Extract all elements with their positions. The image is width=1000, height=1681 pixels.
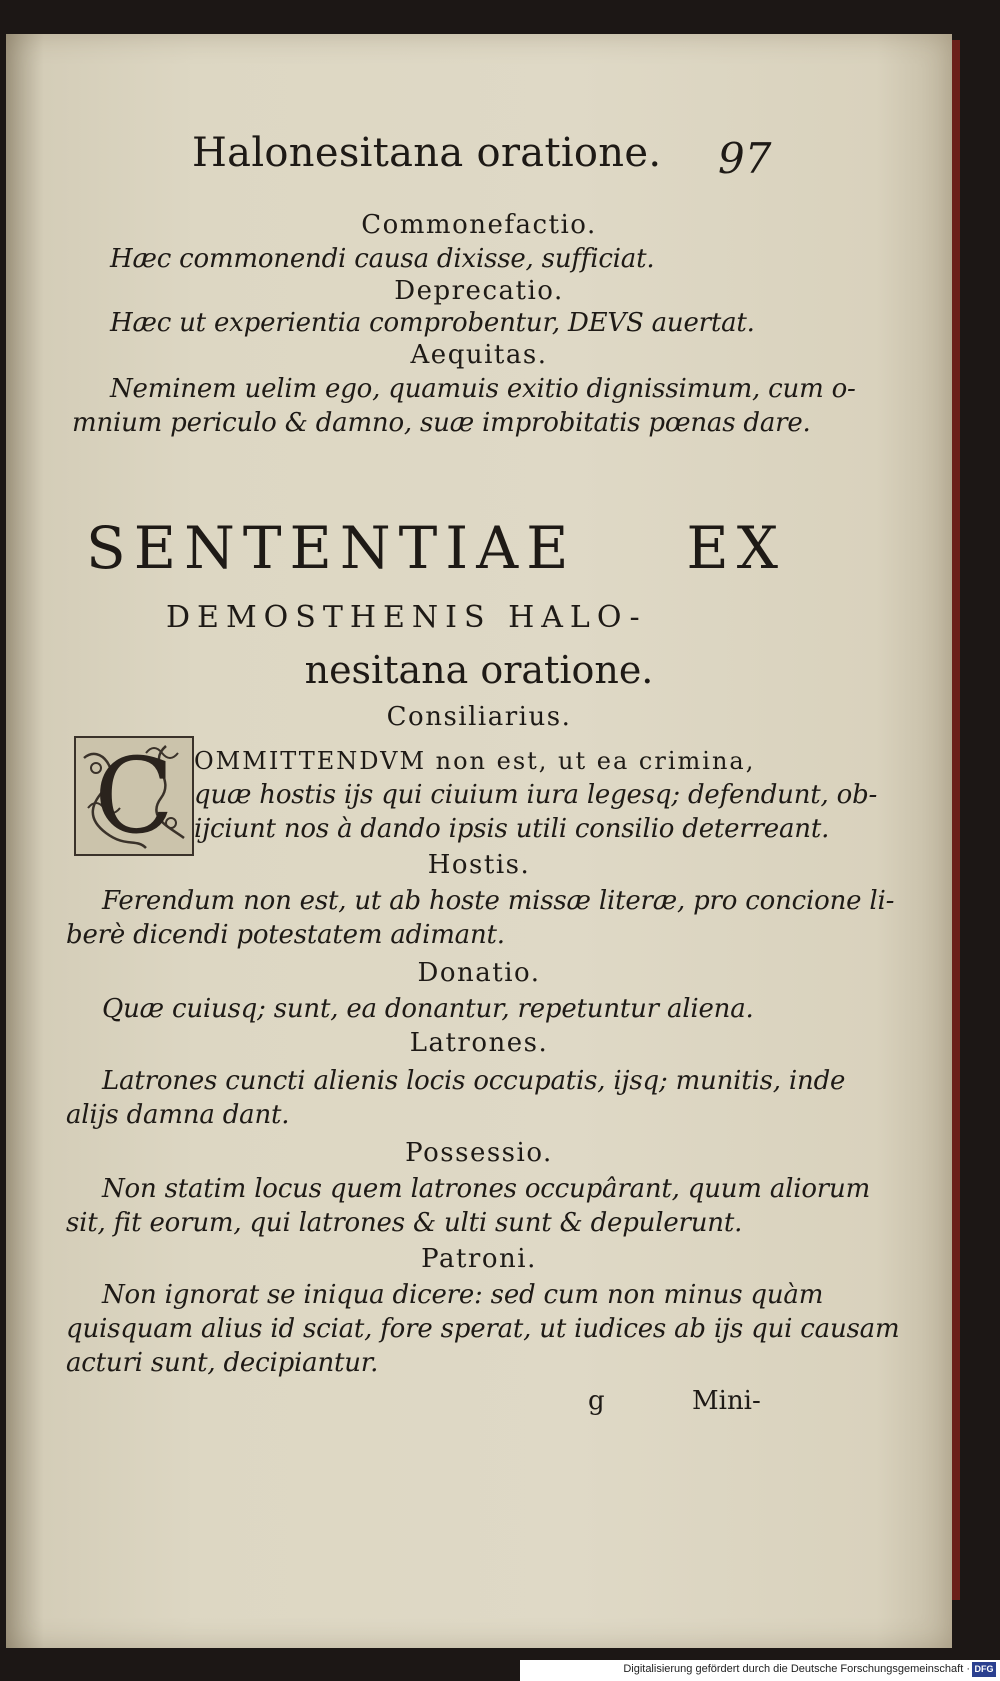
section-heading-consiliarius: Consiliarius. xyxy=(386,702,572,732)
section-text-line: Latrones cuncti alienis locis occupatis, ijsq; munitis, inde xyxy=(102,1066,846,1096)
section-text-line: OMMITTENDVM non est, ut ea crimina, xyxy=(194,747,756,775)
footer-credit: Digitalisierung gefördert durch die Deutsche Forschungsgemeinschaft · xyxy=(623,1663,970,1675)
section-text-line: Hæc ut experientia comprobentur, DEVS auertat. xyxy=(110,308,755,338)
section-heading-donatio: Donatio. xyxy=(417,958,541,988)
section-text-line: Non statim locus quem latrones occupârant, quum aliorum xyxy=(102,1174,871,1204)
decorated-initial xyxy=(74,736,194,856)
section-heading-commonefactio: Commonefactio. xyxy=(361,210,597,240)
section-text-line: quisquam alius id sciat, fore sperat, ut iudices ab ijs qui causam xyxy=(66,1314,900,1344)
section-heading-latrones: Latrones. xyxy=(409,1028,549,1058)
section-text-line: Hæc commonendi causa dixisse, sufficiat. xyxy=(110,244,655,274)
page-number: 97 xyxy=(718,134,772,183)
section-text-line: Non ignorat se iniqua dicere: sed cum non minus quàm xyxy=(102,1280,824,1310)
section-text-line: Quæ cuiusq; sunt, ea donantur, repetuntur aliena. xyxy=(102,994,754,1024)
section-heading-possessio: Possessio. xyxy=(405,1138,553,1168)
section-text-line: sit, fit eorum, qui latrones & ulti sunt & depulerunt. xyxy=(66,1208,743,1238)
section-heading-patroni: Patroni. xyxy=(421,1244,537,1274)
main-title xyxy=(86,514,786,582)
section-text-line: alijs damna dant. xyxy=(66,1100,290,1130)
section-text-line: quæ hostis ijs qui ciuium iura legesq; defendunt, ob- xyxy=(194,780,878,810)
section-text-line: Ferendum non est, ut ab hoste missæ literæ, pro concione li- xyxy=(102,886,895,916)
running-title: Halonesitana oratione. xyxy=(192,130,662,176)
book-page xyxy=(6,34,952,1648)
book-edge xyxy=(952,40,960,1600)
section-text-line: acturi sunt, decipiantur. xyxy=(66,1348,379,1378)
subtitle-line2: nesitana oratione. xyxy=(304,648,654,692)
section-heading-hostis: Hostis. xyxy=(427,850,531,880)
main-title-word: EX xyxy=(686,514,786,582)
signature-mark: g xyxy=(588,1386,605,1416)
page-content xyxy=(6,34,952,1648)
main-title-word: SENTENTIAE xyxy=(86,514,577,582)
section-text-line: ijciunt nos à dando ipsis utili consilio deterreant. xyxy=(194,814,830,844)
section-heading-deprecatio: Deprecatio. xyxy=(394,276,564,306)
dfg-logo-icon: DFG xyxy=(972,1662,996,1677)
section-text-line: Neminem uelim ego, quamuis exitio dignissimum, cum o- xyxy=(110,374,856,404)
catchword: Mini- xyxy=(692,1386,761,1416)
section-text-line: berè dicendi potestatem adimant. xyxy=(66,920,505,950)
section-heading-aequitas: Aequitas. xyxy=(410,340,548,370)
subtitle-line1: DEMOSTHENIS HALO- xyxy=(166,600,647,635)
section-text-line: mnium periculo & damno, suæ improbitatis pœnas dare. xyxy=(72,408,811,438)
initial-letter: C xyxy=(94,735,174,857)
